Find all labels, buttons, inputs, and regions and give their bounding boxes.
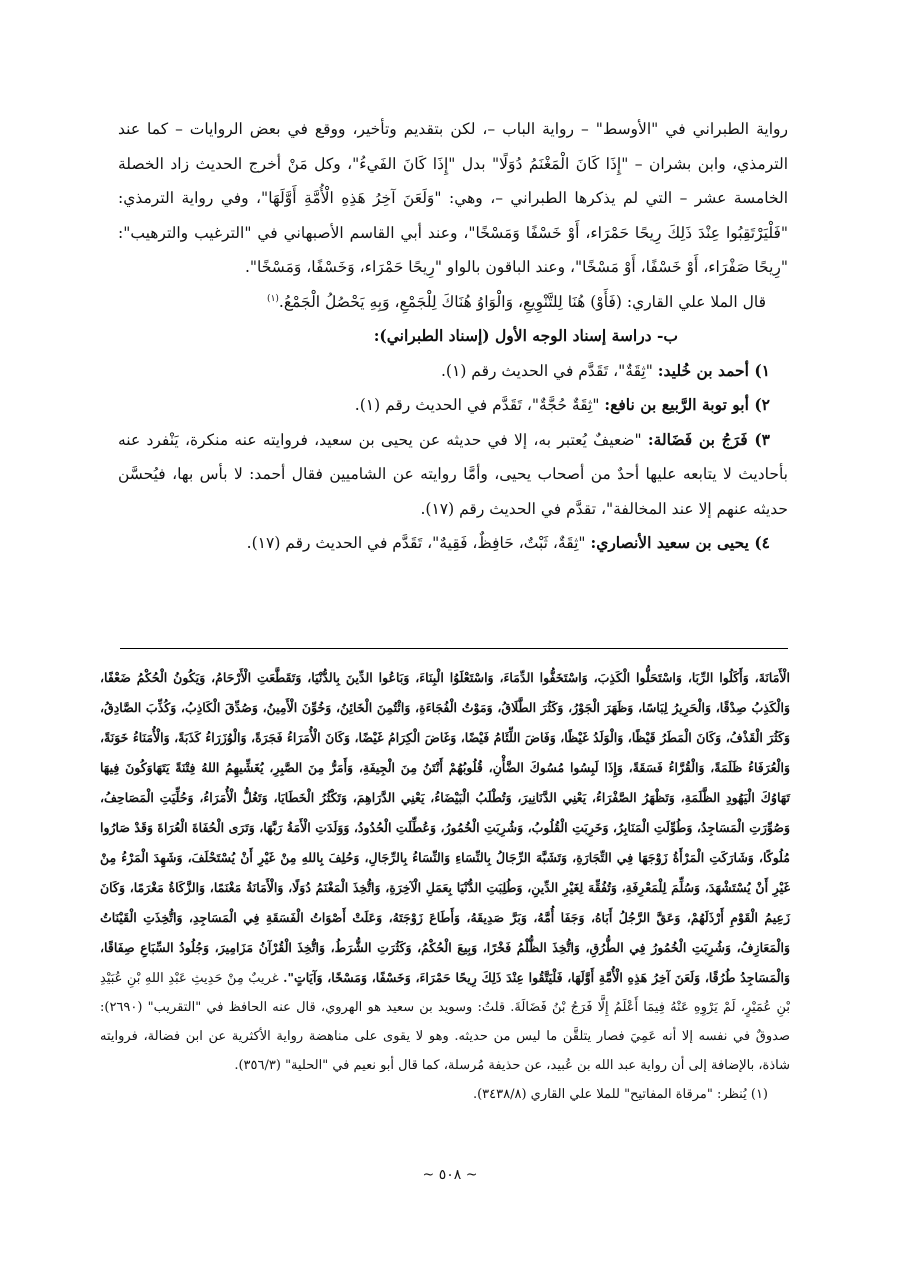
narrator-name: ١) أحمد بن خُليد:: [657, 360, 770, 380]
footnote-hadith-continuation: [100, 663, 790, 1080]
paragraph-1: رواية الطبراني في "الأوسط" – رواية الباب –، لكن بتقديم وتأخير، ووقع في بعض الروايات – كما عند الترمذي، وابن بشران – "إِذَا كَانَ الْمَغْنَمُ دُوَلًا" بدل "إِذَا كَانَ الفَيءُ"، وكل مَنْ أخرج الحديث زاد الخصلة الخامسة عشر – التي لم يذكرها الطبراني –، وهي: "وَلَعَنَ آخِرُ هَذِهِ الْأُمَّةِ أَوَّلَهَا"، وفي رواية الترمذي: "فَلْيَرْتَقِبُوا عِنْدَ ذَلِكَ رِيحًا حَمْرَاء، أَوْ خَسْفًا وَمَسْخًا"، وعند أبي القاسم الأصبهاني في "الترغيب والترهيب": "رِيحًا صَفْرَاء، أَوْ خَسْفًا، أَوْ مَسْخًا"، وعند الباقون بالواو "رِيحًا حَمْرَاء، وَخَسْفًا، وَمَسْخًا".: [118, 120, 788, 276]
footnote-commentary: غريبٌ مِنْ حَدِيثِ عَبْدِ اللهِ بْنِ عُبَيْدِ بْنِ عُمَيْرٍ، لَمْ يَرْوِهِ عَنْهُ فِيمَا أَعْلَمُ إِلَّا فَرَجُ بْنُ فَضَالَةَ. قلتُ: وسويد بن سعيد هو الهروي، قال عنه الحافظ في "التقريب" (٢٦٩٠): صدوقٌ في نفسه إلا أنه عَمِيَ فصار يتلقَّن ما ليس من حديثه. وهو لا يقوى على مناهضة رواية الأكثرية عن ابن فضالة، فروايته شاذة، بالإضافة إلى أن رواية عبد الله بن عُبيد، عن حذيفة مُرسلة، كما قال أبو نعيم في "الحلية" (٣٥٦/٣).: [100, 971, 790, 1073]
footnote-divider: [120, 648, 788, 649]
narrator-grade: "ثِقَةٌ حُجَّةٌ"، تَقَدَّم في الحديث رقم (١).: [354, 396, 600, 414]
footnote-1: (١) يُنظر: "مرقاة المفاتيح" للملا علي القاري (٣٤٣٨/٨).: [472, 1087, 768, 1102]
narrator-name: ٢) أبو توبة الرَّبيع بن نافع:: [604, 395, 770, 414]
section-heading: ب- دراسة إسناد الوجه الأول (إسناد الطبراني):: [373, 326, 678, 345]
narrator-item: [118, 354, 788, 389]
narrator-name: ٤) يحيى بن سعيد الأنصاري:: [590, 533, 770, 552]
narrator-item: [118, 526, 788, 561]
footnotes-section: [100, 663, 790, 1109]
quote-paragraph: [118, 285, 788, 320]
narrator-name: ٣) فَرَجُ بن فَضَالة:: [647, 429, 770, 449]
narrator-grade: "ضعيفٌ يُعتبر به، إلا في حديثه عن يحيى بن سعيد، فروايته عنه منكرة، يَنْفرد عنه بأحاديث لا يتابعه عليها أحدٌ من أصحاب يحيى، وأمَّا روايته عن الشاميين فقال أحمد: لا بأس بها، فيُحسَّن حديثه عنهم إلا عند المخالفة"، تقدَّم في الحديث رقم (١٧).: [118, 430, 788, 518]
main-text: [118, 112, 788, 561]
hadith-text: الْأَمَانَةَ، وَأَكَلُوا الرِّبَا، وَاسْتَحَلُّوا الْكَذِبَ، وَاسْتَخَفُّوا الدِّمَاءَ، وَاسْتَعْلَوُا الْبِنَاءَ، وَبَاعُوا الدِّينَ بِالدُّنْيَا، وَتَقَطَّعَتِ الْأَرْحَامُ، وَيَكُونُ الْحُكْمُ ضَعْفًا، وَالْكَذِبُ صِدْقًا، وَالْحَرِيرُ لِبَاسًا، وَظَهَرَ الْجَوْرُ، وَكَثُرَ الطَّلَاقُ، وَمَوْتُ الْفُجَاءَةِ، وَائْتُمِنَ الْخَائِنُ، وَخُوِّنَ الْأَمِينُ، وَصُدِّقَ الْكَاذِبُ، وَكُذِّبَ الصَّادِقُ، وَكَثُرَ الْقَذْفُ، وَكَانَ الْمَطَرُ قَيْظًا، وَالْوَلَدُ غَيْظًا، وَفَاضَ اللِّئَامُ فَيْضًا، وَغَاضَ الْكِرَامُ غَيْضًا، وَكَانَ الْأُمَرَاءُ فَجَرَةً، وَالْوُزَرَاءُ كَذَبَةً، وَالْأُمَنَاءُ خَوَنَةً، وَالْعُرَفَاءُ ظَلَمَةً، وَالْقُرَّاءُ فَسَقَةً، وَإِذَا لَبِسُوا مُسُوكَ الضَّأْنِ، قُلُوبُهُمْ أَنْتَنُ مِنَ الْجِيفَةِ، وَأَمَرُّ مِنَ الصَّبِرِ، يُغَشِّيهِمُ اللهُ فِتْنَةً يَتَهَاوَكُونَ فِيهَا تَهَاوُكَ الْيَهُودِ الظَّلَمَةِ، وَتَظْهَرُ الصَّفْرَاءُ، يَعْنِي الدَّنَانِيرَ، وَتُطْلَبُ الْبَيْضَاءُ، يَعْنِي الدَّرَاهِمَ، وَتَكْثُرُ الْخَطَايَا، وَتَغُلُّ الْأُمَرَاءُ، وَحُلِّيَتِ الْمَصَاحِفُ، وَصُوِّرَتِ الْمَسَاجِدُ، وَطُوِّلَتِ الْمَنَابِرُ، وَخَرِبَتِ الْقُلُوبُ، وَشُرِبَتِ الْخُمُورُ، وَعُطِّلَتِ الْحُدُودُ، وَوَلَدَتِ الْأَمَةُ رَبَّهَا، وَتَرَى الْحُفَاةَ الْعُرَاةَ وَقَدْ صَارُوا مُلُوكًا، وَشَارَكَتِ الْمَرْأَةُ زَوْجَهَا فِي التِّجَارَةِ، وَتَشَبَّهَ الرِّجَالُ بِالنِّسَاءِ وَالنِّسَاءُ بِالرِّجَالِ، وَحُلِفَ بِاللهِ مِنْ غَيْرِ أَنْ يُسْتَحْلَفَ، وَشَهِدَ الْمَرْءُ مِنْ غَيْرِ أَنْ يُسْتَشْهَدَ، وَسُلِّمَ لِلْمَعْرِفَةِ، وَتُفُقِّهَ لِغَيْرِ الدِّينِ، وَطُلِبَتِ الدُّنْيَا بِعَمَلِ الْآخِرَةِ، وَاتُّخِذَ الْمَغْنَمُ دُوَلًا، وَالْأَمَانَةُ مَغْنَمًا، وَالزَّكَاةُ مَغْرَمًا، وَكَانَ زَعِيمُ الْقَوْمِ أَرْذَلَهُمْ، وَعَقَّ الرَّجُلُ أَبَاهُ، وَجَفَا أُمَّهُ، وَبَرَّ صَدِيقَهُ، وَأَطَاعَ زَوْجَتَهُ، وَعَلَتْ أَصْوَاتُ الْفَسَقَةِ فِي الْمَسَاجِدِ، وَاتُّخِذَتِ الْقَيْنَاتُ وَالْمَعَازِفُ، وَشُرِبَتِ الْخُمُورُ فِي الطُّرُقِ، وَاتُّخِذَ الظُّلْمُ فَخْرًا، وَبِيعَ الْحُكْمُ، وَكَثُرَتِ الشُّرَطُ، وَاتُّخِذَ الْقُرْآنُ مَزَامِيرَ، وَجُلُودُ السِّبَاعِ صِفَاقًا، وَالْمَسَاجِدُ طُرُقًا، وَلَعَنَ آخِرُ هَذِهِ الْأُمَّةِ أَوَّلَهَا، فَلْيَتَّقُوا عِنْدَ ذَلِكَ رِيحًا حَمْرَاءَ، وَخَسْفًا، وَمَسْخًا، وَآيَاتٍ".: [100, 670, 790, 985]
page-number: ~ ٥٠٨ ~: [422, 1167, 478, 1183]
narrator-grade: "ثِقَةٌ، ثَبْتٌ، حَافِظٌ، فَقِيهٌ"، تَقَدَّم في الحديث رقم (١٧).: [246, 534, 586, 552]
quote-text: قال الملا علي القاري: (فَأَوْ) هُنَا لِلتَّنْوِيعِ، وَالْوَاوُ هُنَاكَ لِلْجَمْعِ، وَبِهِ يَحْصُلُ الْجَمْعُ.: [278, 292, 766, 311]
narrator-grade: "ثِقَةٌ"، تَقَدَّم في الحديث رقم (١).: [441, 361, 653, 380]
footnote-ref-1[interactable]: (١): [267, 293, 279, 304]
narrator-item: [118, 388, 788, 423]
narrator-item: [118, 423, 788, 527]
